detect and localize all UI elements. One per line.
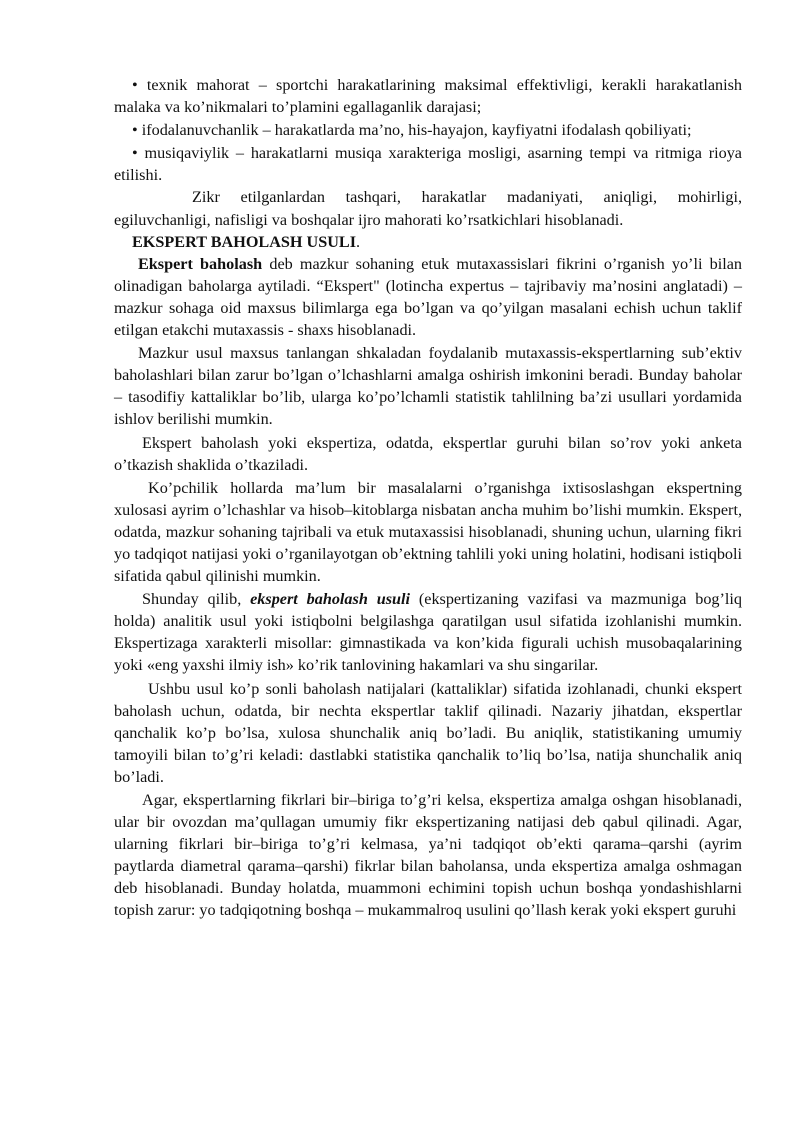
paragraph-method: Mazkur usul maxsus tanlangan shkaladan foydalanib mutaxassis-ekspertlarning sub’ektiv baholashlari bilan zarur bo’lgan o’lchashlarni amalga oshirish imkonini beradi. Bunday baholar – tasodifiy kattaliklar bo’lib, ularga ko’po’lchamli statistik tahlilning ba’zi usullari yordamida ishlov berilishi mumkin. [114,344,742,429]
definition-text: deb mazkur sohaning etuk mutaxassislari fikrini o’rganish yo’li bilan olinadigan baholarga aytiladi. “Ekspert" (lotincha expertus – tajribaviy ma’nosini anglatadi) – mazkur sohaga oid maxsus bilimlarga ega bo’lgan va qo’yilgan masalani echish uchun taklif etilgan etakchi mutaxassis - shaxs hisoblanadi. [114,254,743,340]
bullet-musicality: • musiqaviylik – harakatlarni musiqa xarakteriga mosligi, asarning tempi va ritmiga rioya etilishi. [114,144,742,185]
summary-paragraph: Zikr etilganlardan tashqari, harakatlar madaniyati, aniqligi, mohirligi, egiluvchanligi, nafisligi va boshqalar ijro mahorati ko’rsatkichlari hisoblanadi. [114,188,742,229]
paragraph-multiple-experts: Ushbu usul ko’p sonli baholash natijalari (kattaliklar) sifatida izohlanadi, chunki ekspert baholash uchun, odatda, bir nechta ekspertlar taklif qilinadi. Nazariy jihatdan, ekspertlar qanchalik ko’p bo’lsa, xulosa shunchalik aniq bo’ladi. Bu aniqlik, statistikaning umumiy tamoyili bilan to’g’ri keladi: dastlabki statistika qanchalik to’liq bo’lsa, natija shunchalik aniq bo’ladi. [114,679,742,786]
bullet-expressiveness: • ifodalanuvchanlik – harakatlarda ma’no, his-hayajon, kayfiyatni ifodalash qobiliyati; [132,121,692,140]
paragraph-survey: Ekspert baholash yoki ekspertiza, odatda, ekspertlar guruhi bilan so’rov yoki anketa o’tkazish shaklida o’tkaziladi. [114,433,742,474]
section-heading [114,231,742,253]
analytic-text-start: Shunday qilib, [142,590,251,609]
paragraph-definition [114,253,742,341]
paragraph-consensus: Agar, ekspertlarning fikrlari bir–biriga to’g’ri kelsa, ekspertiza amalga oshgan hisoblanadi, ular bir ovozdan ma’qullagan umumiy fikr ekspertizaning natijasi deb qabul qilinadi. Agar, ularning fikrlari bir–biriga to’g’ri kelmasa, ya’ni tadqiqot ob’ekti qarama–qarshi (ayrim paytlarda diametral qarama–qarshi) fikrlar bilan baholansa, unda ekspertiza amalga oshmagan deb hisoblanadi. Bunday holatda, muammoni echimini topish uchun boshqa yondashishlarni topish zarur: yo tadqiqotning boshqa – mukammalroq usulini qo’llash kerak yoki ekspert guruhi [114,791,742,920]
bullet-technical-skill: • texnik mahorat – sportchi harakatlarining maksimal effektivligi, kerakli harakatlanish malaka va ko’nikmalari to’plamini egallaganlik darajasi; [114,76,742,117]
term-expert-method: ekspert baholash usuli [250,590,410,609]
term-expert-assessment: Ekspert baholash [138,254,263,273]
document-page [114,74,742,922]
analytic-text-end: (ekspertizaning vazifasi va mazmuniga bog’liq holda) analitik usul yoki istiqbolni belgilashga qaratilgan usul sifatida izohlanishi mumkin. Ekspertizaga xarakterli misollar: gimnastikada va kon’kida figurali uchish musobaqalarining yoki «eng yaxshi ilmiy ish» ko’rik tanlovining hakamlari va shu singarilar. [114,590,742,675]
paragraph-expert-conclusion: Ko’pchilik hollarda ma’lum bir masalalarni o’rganishga ixtisoslashgan ekspertning xulosasi ayrim o’lchashlar va hisob–kitoblarga nisbatan ancha muhim bo’lishi mumkin. Ekspert, odatda, mazkur sohaning tajribali va etuk mutaxassisi hisoblanadi, shuning uchun, ularning fikri yo tadqiqot natijasi yoki o’rganilayotgan ob’ektning tahlili yoki uning holatini, hodisani istiqboli sifatida qabul qilinishi mumkin. [114,478,742,586]
paragraph-analytic-method [114,588,742,676]
section-heading-text: EKSPERT BAHOLASH USULI [132,232,357,251]
section-heading-period: . [356,232,361,251]
